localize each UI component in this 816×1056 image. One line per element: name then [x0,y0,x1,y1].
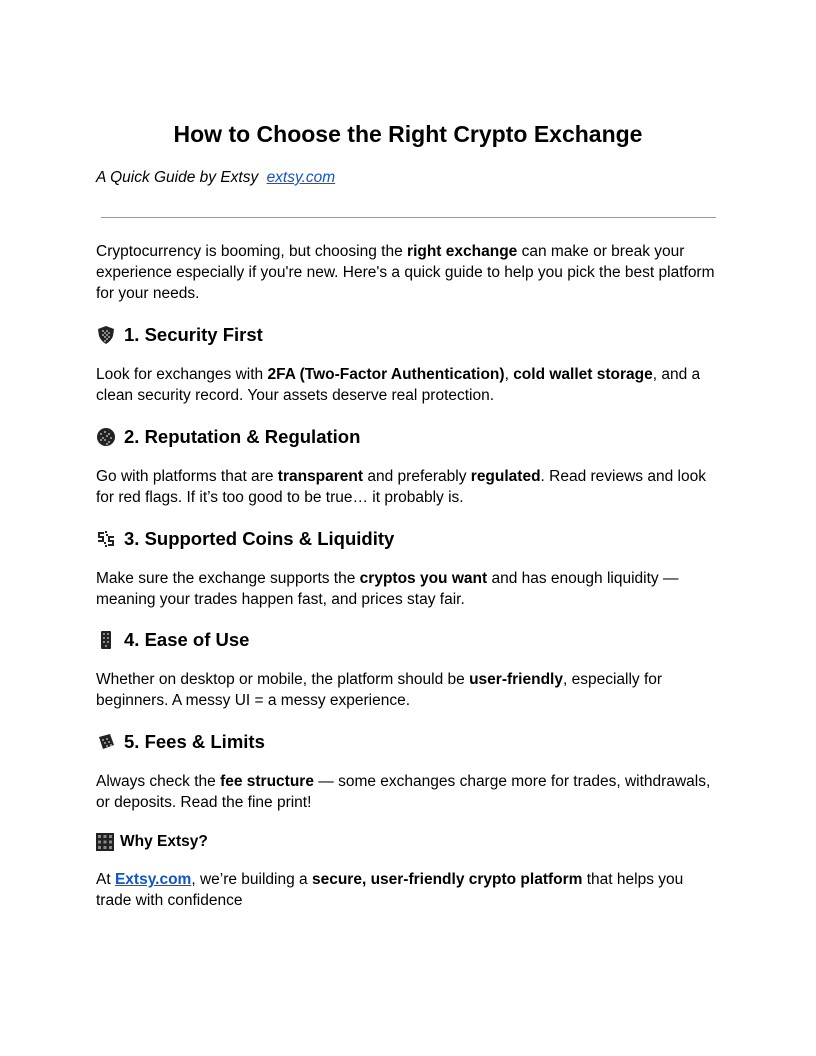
para-bold: user-friendly [469,671,563,688]
para-bold: fee structure [220,773,314,790]
para-bold: cold wallet storage [513,366,653,383]
mobile-phone-icon [96,630,116,650]
para-text: Whether on desktop or mobile, the platform should be [96,671,470,688]
grid-icon [96,833,114,851]
intro-text: Cryptocurrency is booming, but choosing the [96,243,408,260]
intro-bold: right exchange [407,243,518,260]
para-text: Always check the [96,773,221,790]
section-heading-text: 4. Ease of Use [124,629,250,650]
money-icon [96,732,116,752]
horizontal-divider [101,217,716,218]
para-text: Go with platforms that are [96,468,278,485]
section-heading-ease [96,628,720,652]
para-text: Make sure the exchange supports the [96,570,360,587]
para-text: , we’re building a [191,871,312,888]
section-heading-text: 3. Supported Coins & Liquidity [124,528,395,549]
subtitle-text: A Quick Guide by Extsy [96,169,259,186]
section-heading-fees [96,730,720,754]
para-bold: transparent [277,468,364,485]
intro-text-end: can make or break your experience especially if you're new. Here's a quick guide to help you pick the best platform for your needs. [96,243,715,302]
why-extsy-paragraph [96,869,720,911]
para-text: , [504,366,514,383]
extsy-link[interactable]: extsy.com [266,169,336,186]
para-text: , especially for beginners. A messy UI = a messy experience. [96,671,663,709]
para-text: that helps you trade with confidence [96,871,684,909]
para-bold: regulated [470,468,541,485]
why-extsy-heading-text: Why Extsy? [120,833,208,850]
para-text: . Read reviews and look for red flags. If it’s too good to be true… it probably is. [96,468,706,506]
extsy-com-link[interactable]: Extsy.com [114,871,192,888]
section-paragraph-fees [96,771,720,813]
section-paragraph-ease [96,669,720,711]
para-text: and preferably [363,468,471,485]
section-heading-text: 1. Security First [124,324,263,345]
section-paragraph-reputation [96,466,720,508]
para-bold: secure, user-friendly crypto platform [311,871,583,888]
para-text: and has enough liquidity — meaning your trades happen fast, and prices stay fair. [96,570,679,608]
section-paragraph-security [96,364,720,406]
shield-icon [96,325,116,345]
section-heading-coins [96,527,720,551]
section-heading-text: 2. Reputation & Regulation [124,426,361,447]
para-text: — some exchanges charge more for trades, withdrawals, or deposits. Read the fine print! [96,773,711,811]
intro-paragraph [96,241,720,304]
para-text: At [96,871,115,888]
para-bold: 2FA (Two-Factor Authentication) [267,366,505,383]
globe-icon [96,427,116,447]
para-text: Look for exchanges with [96,366,268,383]
document-subtitle [96,168,335,188]
currency-exchange-icon [96,529,116,549]
para-text: , and a clean security record. Your assets deserve real protection. [96,366,701,404]
section-heading-text: 5. Fees & Limits [124,731,265,752]
document-title: How to Choose the Right Crypto Exchange [173,121,643,147]
section-heading-security [96,323,720,347]
para-bold: cryptos you want [359,570,488,587]
why-extsy-heading [96,832,720,852]
section-paragraph-coins [96,568,720,610]
section-heading-reputation [96,425,720,449]
